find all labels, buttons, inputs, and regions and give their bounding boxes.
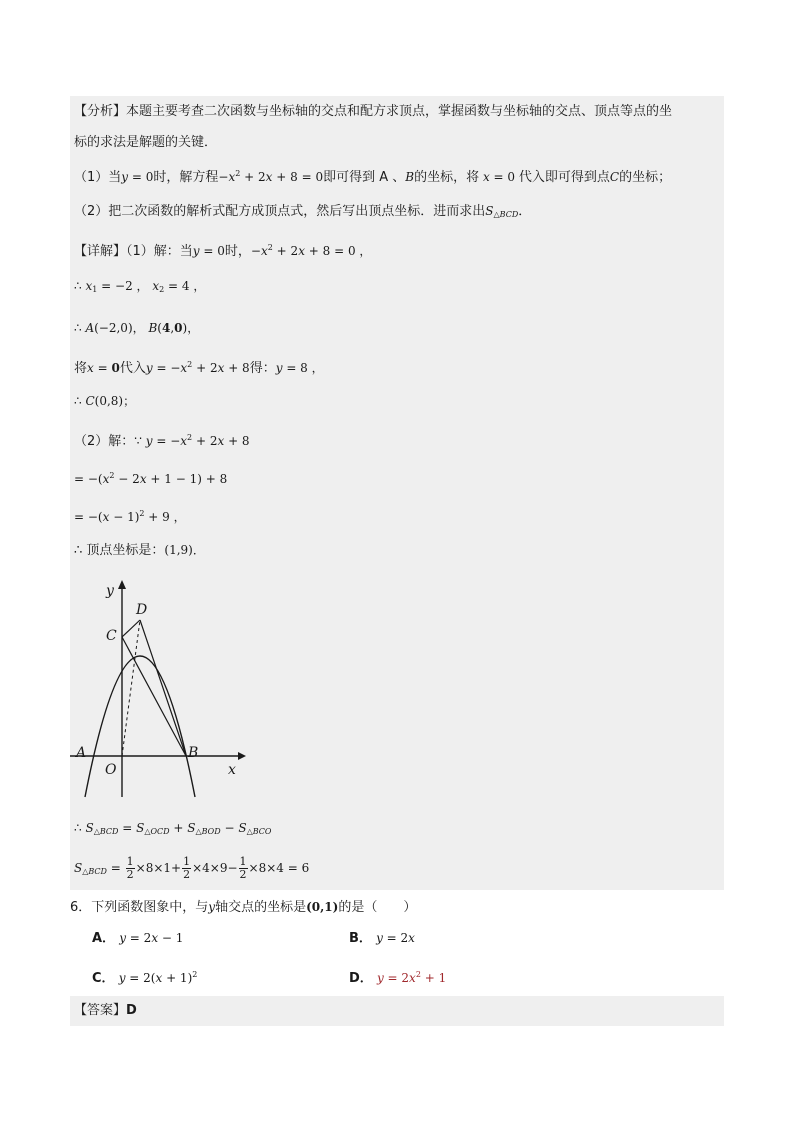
- step1-text-d: 的坐标，将: [414, 170, 480, 185]
- detail-substitute: [74, 355, 324, 379]
- option-c-expr: $y = 2(x + 1)^2$: [118, 970, 198, 985]
- detail-sub-a: 将: [74, 361, 88, 376]
- detail-part2: [74, 428, 250, 452]
- answer-label: 【答案】: [74, 1003, 127, 1018]
- math-function: $y = -x^2 + 2x + 8$: [145, 360, 250, 375]
- step1-text-a: （1）当: [74, 170, 122, 185]
- detail-point-c: ∴ C(0,8)；: [74, 394, 136, 408]
- detail-part2-label: （2）解：: [74, 434, 135, 449]
- option-b-expr: y = 2x: [376, 931, 415, 945]
- step1-text-c: 即可得到 A 、: [323, 170, 406, 185]
- option-d-expr: $y = 2x^2 + 1$: [376, 970, 447, 985]
- math-x-eq-0-2: x = 0: [87, 361, 120, 375]
- option-d-letter: D．: [349, 971, 373, 986]
- label-a: A: [76, 745, 87, 761]
- detail-complete-square-1: = $-(x^2 - 2x + 1 - 1) + 8$: [74, 471, 228, 486]
- math-because-function: ∵ $y = -x^2 + 2x + 8$: [134, 433, 250, 448]
- math-s-bcd: $S_{\triangle BCD}$: [485, 204, 519, 219]
- analysis-text-2: 标的求法是解题的关键．: [74, 135, 218, 150]
- analysis-step-1: [74, 164, 671, 188]
- step2-text-b: ．: [518, 204, 532, 219]
- math-equation-2: $-x^2 + 2x + 8 = 0$ ，: [250, 243, 372, 258]
- math-equation: $-x^2 + 2x + 8 = 0$: [218, 169, 324, 184]
- detail-vertex-value: (1,9)．: [164, 543, 205, 557]
- option-a-letter: A．: [92, 931, 116, 946]
- detail-points-ab: ∴ A(−2,0)， B(4,0)，: [74, 321, 200, 335]
- math-y-eq-0: y = 0: [121, 170, 154, 184]
- area-calculation: $S_{\triangle BCD}$ = $\frac{1}{2}$ ×8×1+ $\frac{1}{2}$ ×4×9− $\frac{1}{2}$ ×8×4 = 6: [74, 855, 310, 881]
- math-c: C: [609, 170, 620, 184]
- analysis-step-2: [74, 201, 531, 225]
- segment-cb: [122, 637, 186, 756]
- y-axis-arrow: [118, 580, 126, 589]
- option-a-expr: y = 2x − 1: [119, 931, 184, 945]
- option-b[interactable]: [349, 928, 415, 949]
- fraction-half-1: $\frac{1}{2}$: [126, 855, 134, 881]
- answer-line: [74, 1001, 137, 1021]
- detail-sub-b: 代入: [119, 361, 146, 376]
- detail-heading: 【详解】: [74, 244, 127, 259]
- math-x-eq-0: x = 0: [482, 170, 519, 184]
- option-c[interactable]: [92, 965, 197, 989]
- label-o: O: [105, 762, 117, 778]
- option-c-letter: C．: [92, 971, 115, 986]
- detail-part1-label: （1）解：当: [126, 244, 193, 259]
- parabola-figure: [62, 575, 262, 805]
- question-stem: [70, 897, 416, 918]
- math-y-eq-8: y = 8 ，: [275, 361, 324, 375]
- segment-db: [140, 620, 186, 756]
- detail-sub-c: 得：: [249, 361, 276, 376]
- analysis-line-1: [74, 102, 672, 122]
- question-stem-c: 的是（ ）: [338, 900, 417, 915]
- step1-text-b: 时，解方程: [153, 170, 219, 185]
- label-y: y: [106, 583, 114, 599]
- math-y-axis: y: [208, 900, 216, 914]
- math-b: B: [405, 170, 415, 184]
- step2-text-a: （2）把二次函数的解析式配方成顶点式，然后写出顶点坐标．进而求出: [74, 204, 486, 219]
- question-stem-a: 6．下列函数图象中，与: [70, 900, 209, 915]
- label-b: B: [188, 745, 199, 761]
- math-point-01: (0,1): [306, 900, 339, 914]
- math-y-eq-0-2: y = 0: [192, 244, 225, 258]
- label-d: D: [136, 602, 148, 618]
- answer-block: [70, 996, 724, 1026]
- analysis-line-2: [74, 133, 217, 153]
- fraction-half-3: $\frac{1}{2}$: [239, 855, 247, 881]
- detail-vertex: [74, 540, 205, 561]
- option-a[interactable]: [92, 928, 183, 949]
- segment-cd: [122, 620, 140, 637]
- parabola-curve: [85, 656, 195, 797]
- detail-line-1: [74, 238, 371, 262]
- option-d[interactable]: [349, 965, 446, 989]
- area-decomposition: ∴ $S_{\triangle BCD} = S_{\triangle OCD} + S_{\triangle BOD} - S_{\triangle BCO}$: [74, 821, 272, 836]
- label-c: C: [106, 628, 117, 644]
- step1-text-e: 代入即可得到点: [518, 170, 610, 185]
- segment-od-dashed: [122, 620, 140, 756]
- analysis-text-1: 【分析】本题主要考查二次函数与坐标轴的交点和配方求顶点，掌握函数与坐标轴的交点、顶点等点的坐: [74, 104, 673, 119]
- detail-vertex-label: ∴ 顶点坐标是：: [74, 543, 165, 558]
- detail-complete-square-2: = $-(x - 1)^2 + 9$ ，: [74, 509, 186, 524]
- detail-roots: ∴ $x_1 = -2$ ， $x_2 = 4$ ，: [74, 279, 206, 294]
- question-stem-b: 轴交点的坐标是: [215, 900, 307, 915]
- fraction-half-2: $\frac{1}{2}$: [183, 855, 191, 881]
- step1-text-f: 的坐标；: [619, 170, 672, 185]
- option-b-letter: B．: [349, 931, 372, 946]
- answer-value: D: [126, 1003, 137, 1018]
- detail-part1-mid: 时，: [224, 244, 251, 259]
- label-x: x: [228, 762, 236, 778]
- x-axis-arrow: [238, 752, 246, 760]
